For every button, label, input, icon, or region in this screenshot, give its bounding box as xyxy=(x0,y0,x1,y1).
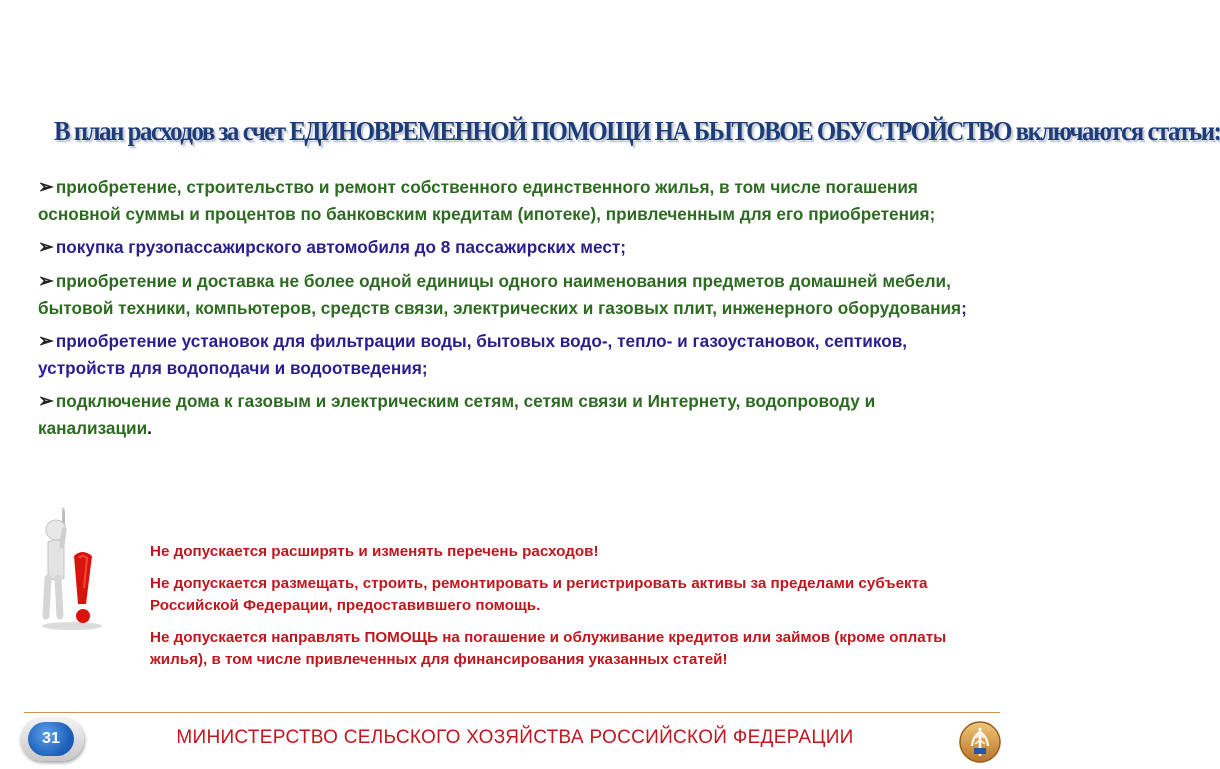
warning-text: Не допускается направлять ПОМОЩЬ на погашение и облуживание кредитов или займов (кроме оплаты жилья), в том числе привлеченных для финансирования указанных статей! xyxy=(150,629,947,668)
list-item xyxy=(38,234,988,261)
expense-list xyxy=(38,174,988,448)
ministry-name: МИНИСТЕРСТВО СЕЛЬСКОГО ХОЗЯЙСТВА РОССИЙСКОЙ ФЕДЕРАЦИИ xyxy=(176,727,854,748)
list-item-text: приобретение и доставка не более одной единицы одного наименования предметов домашней мебели, бытовой техники, компьютеров, средств связи, электрических и газовых плит, инженерного оборудования xyxy=(38,271,962,318)
list-item xyxy=(38,388,988,441)
page-number: 31 xyxy=(28,722,74,756)
arrow-bullet-icon: ➢ xyxy=(38,271,54,292)
page-number-badge xyxy=(20,717,84,761)
list-item xyxy=(38,268,988,321)
footer-divider xyxy=(24,712,1000,713)
warnings-block xyxy=(150,541,960,681)
list-item xyxy=(38,328,988,381)
list-item-end: ; xyxy=(961,298,967,318)
list-item-text: приобретение установок для фильтрации воды, бытовых водо-, тепло- и газоустановок, септиков, устройств для водоподачи и водоотведения; xyxy=(38,331,908,378)
warning-text: Не допускается расширять и изменять перечень расходов! xyxy=(150,543,599,560)
slide-title: В план расходов за счет ЕДИНОВРЕМЕННОЙ ПОМОЩИ НА БЫТОВОЕ ОБУСТРОЙСТВО включаются статьи: xyxy=(54,116,1220,146)
arrow-bullet-icon: ➢ xyxy=(38,331,54,352)
list-item-end: . xyxy=(147,418,152,438)
list-item xyxy=(38,174,988,227)
person-exclamation-icon xyxy=(34,508,104,630)
list-item-text: покупка грузопассажирского автомобиля до 8 пассажирских мест; xyxy=(55,237,627,257)
list-item-text: подключение дома к газовым и электрическим сетям, сетям связи и Интернету, водопроводу и канализации xyxy=(38,391,876,438)
arrow-bullet-icon: ➢ xyxy=(38,391,54,412)
arrow-bullet-icon: ➢ xyxy=(38,237,54,258)
warning-text: Не допускается размещать, строить, ремонтировать и регистрировать активы за пределами субъекта Российской Федерации, предоставившего помощь. xyxy=(150,575,928,614)
ministry-emblem-icon xyxy=(958,720,1002,764)
arrow-bullet-icon: ➢ xyxy=(38,177,54,198)
list-item-text: приобретение, строительство и ремонт собственного единственного жилья, в том числе погашения основной суммы и процентов по банковским кредитам (ипотеке), привлеченным для его приобретения; xyxy=(38,177,936,224)
